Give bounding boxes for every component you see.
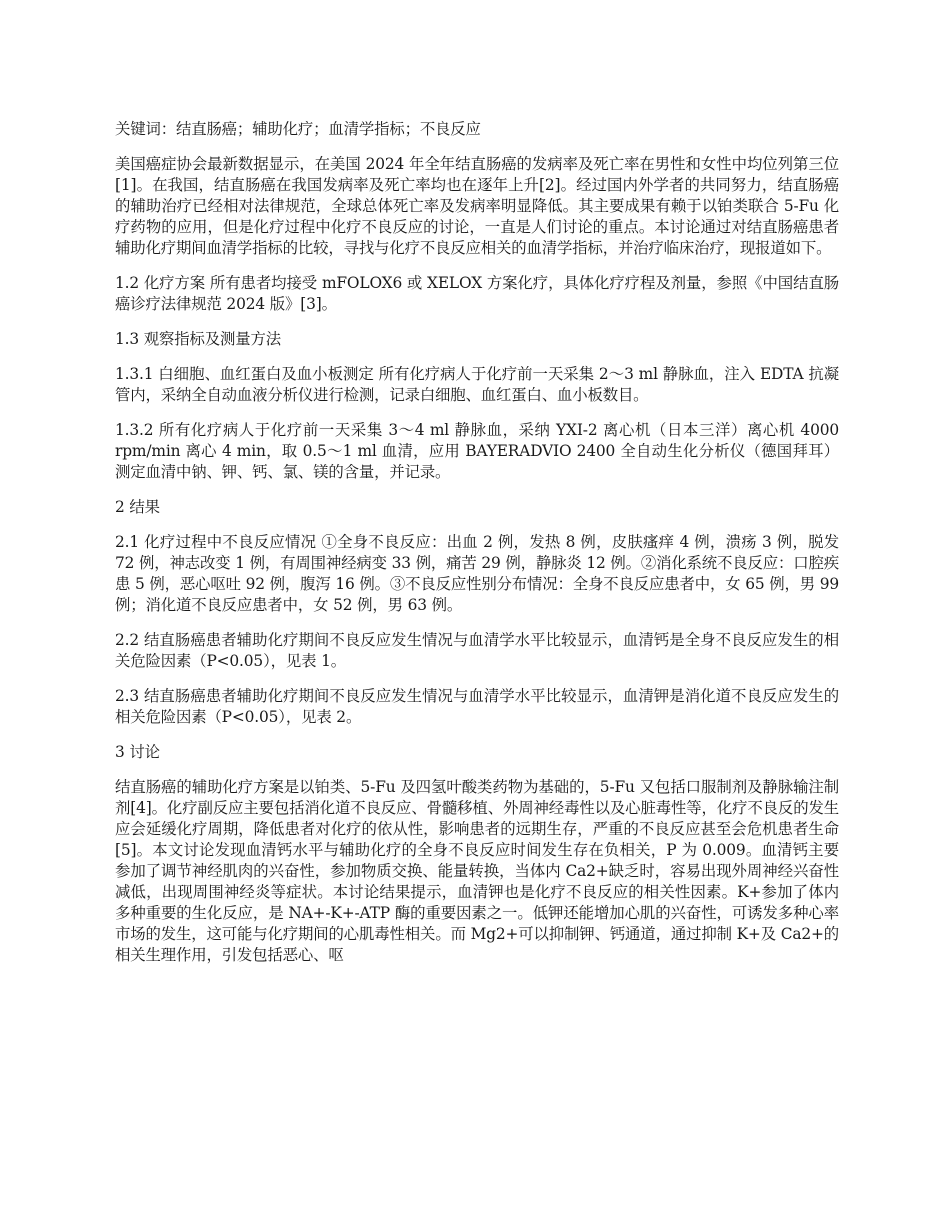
- section-2-3-paragraph: 2.3 结直肠癌患者辅助化疗期间不良反应发生情况与血清学水平比较显示，血清钾是消化道不良反应发生的相关危险因素（P<0.05），见表 2。: [115, 687, 839, 726]
- section-1-3-heading: 1.3 观察指标及测量方法: [115, 330, 281, 348]
- section-2-heading: 2 结果: [115, 498, 160, 516]
- section-1-3-2-paragraph: 1.3.2 所有化疗病人于化疗前一天采集 3～4 ml 静脉血，采纳 YXI-2 离心机（日本三洋）离心机 4000 rpm/min 离心 4 min，取 0.5～1 ml 血清，应用 BAYERADVIO 2400 全自动生化分析仪（德国拜耳）测定血清中钠、钾、钙、氯、镁的含量，并记录。: [115, 421, 839, 481]
- section-1-2-paragraph: 1.2 化疗方案 所有患者均接受 mFOLOX6 或 XELOX 方案化疗，具体化疗疗程及剂量，参照《中国结直肠癌诊疗法律规范 2024 版》[3]。: [115, 274, 839, 313]
- intro-paragraph: 美国癌症协会最新数据显示，在美国 2024 年全年结直肠癌的发病率及死亡率在男性和女性中均位列第三位[1]。在我国，结直肠癌在我国发病率及死亡率均也在逐年上升[2]。经过国内外学者的共同努力，结直肠癌的辅助治疗已经相对法律规范，全球总体死亡率及发病率明显降低。其主要成果有赖于以铂类联合 5-Fu 化疗药物的应用，但是化疗过程中化疗不良反应的讨论，一直是人们讨论的重点。本讨论通过对结直肠癌患者辅助化疗期间血清学指标的比较，寻找与化疗不良反应相关的血清学指标，并治疗临床治疗，现报道如下。: [115, 155, 839, 257]
- section-2-2-paragraph: 2.2 结直肠癌患者辅助化疗期间不良反应发生情况与血清学水平比较显示，血清钙是全身不良反应发生的相关危险因素（P<0.05），见表 1。: [115, 631, 839, 670]
- discussion-paragraph: 结直肠癌的辅助化疗方案是以铂类、5-Fu 及四氢叶酸类药物为基础的，5-Fu 又包括口服制剂及静脉输注制剂[4]。化疗副反应主要包括消化道不良反应、骨髓移植、外周神经毒性以及心脏毒性等，化疗不良反的发生应会延缓化疗周期，降低患者对化疗的依从性，影响患者的远期生存，严重的不良反应甚至会危机患者生命[5]。本文讨论发现血清钙水平与辅助化疗的全身不良反应时间发生存在负相关，P 为 0.009。血清钙主要参加了调节神经肌肉的兴奋性，参加物质交换、能量转换，当体内 Ca2+缺乏时，容易出现外周神经兴奋性减低，出现周围神经炎等症状。本讨论结果提示，血清钾也是化疗不良反应的相关性因素。K+参加了体内多种重要的生化反应，是 NA+-K+-ATP 酶的重要因素之一。低钾还能增加心肌的兴奋性，可诱发多种心率市场的发生，这可能与化疗期间的心肌毒性相关。而 Mg2+可以抑制钾、钙通道，通过抑制 K+及 Ca2+的相关生理作用，引发包括恶心、呕: [115, 778, 839, 964]
- section-2-1-paragraph: 2.1 化疗过程中不良反应情况 ①全身不良反应：出血 2 例，发热 8 例，皮肤瘙痒 4 例，溃疡 3 例，脱发 72 例，神志改变 1 例，有周围神经病变 33 例，痛苦 29 例，静脉炎 12 例。②消化系统不良反应：口腔疾患 5 例，恶心呕吐 92 例，腹泻 16 例。③不良反应性别分布情况：全身不良反应患者中，女 65 例，男 99 例；消化道不良反应患者中，女 52 例，男 63 例。: [115, 533, 839, 614]
- document-body: [115, 119, 839, 980]
- section-1-3-1-paragraph: 1.3.1 白细胞、血红蛋白及血小板测定 所有化疗病人于化疗前一天采集 2～3 ml 静脉血，注入 EDTA 抗凝管内，采纳全自动血液分析仪进行检测，记录白细胞、血红蛋白、血小板数目。: [115, 365, 839, 404]
- section-3-heading: 3 讨论: [115, 743, 160, 761]
- keywords-line: 关键词：结直肠癌；辅助化疗；血清学指标；不良反应: [115, 120, 481, 138]
